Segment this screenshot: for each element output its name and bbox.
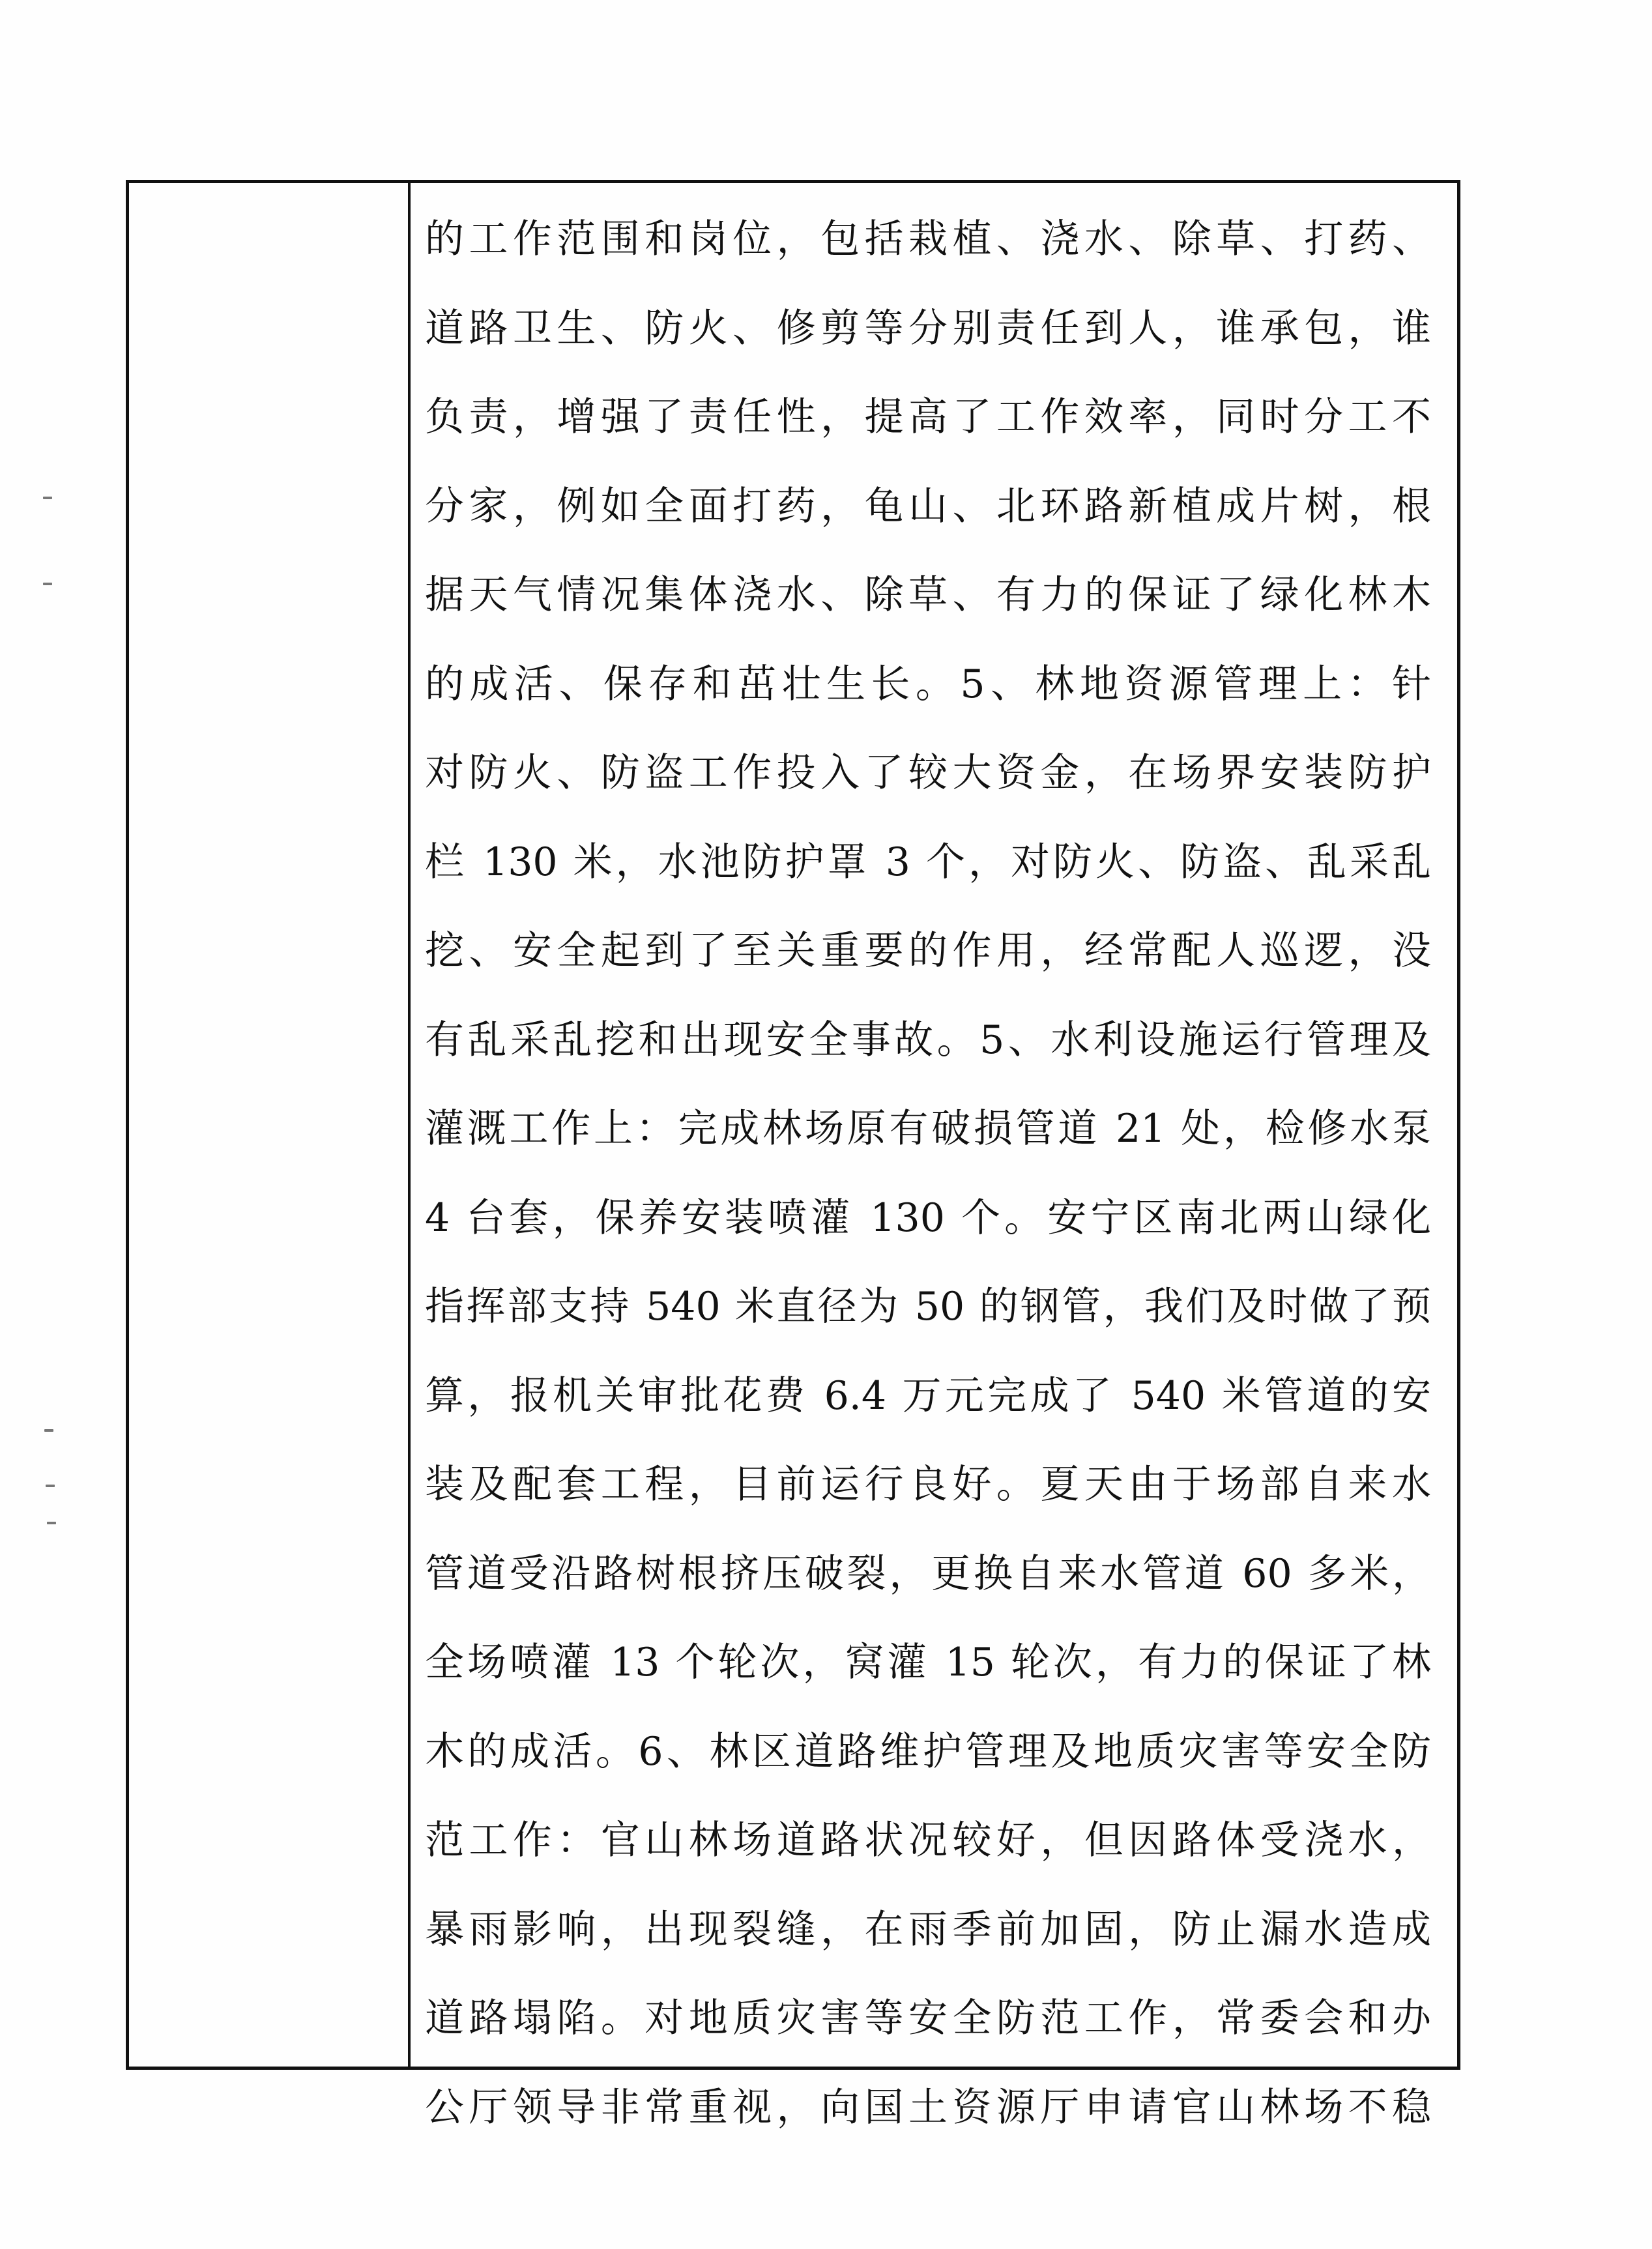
text-line: 暴雨影响，出现裂缝，在雨季前加固，防止漏水造成 <box>425 1906 1431 1952</box>
text-line: 的成活、保存和茁壮生长。5、林地资源管理上：针 <box>425 661 1431 707</box>
text-line: 公厅领导非常重视，向国土资源厅申请官山林场不稳 <box>425 2084 1431 2130</box>
text-line: 范工作：官山林场道路状况较好，但因路体受浇水， <box>425 1818 1431 1863</box>
text-line: 道路塌陷。对地质灾害等安全防范工作，常委会和办 <box>425 1995 1431 2041</box>
text-line: 灌溉工作上：完成林场原有破损管道 21 处，检修水泵 <box>425 1106 1431 1152</box>
text-line: 负责，增强了责任性，提高了工作效率，同时分工不 <box>425 394 1431 440</box>
text-line: 装及配套工程，目前运行良好。夏天由于场部自来水 <box>425 1462 1431 1507</box>
text-line: 木的成活。6、林区道路维护管理及地质灾害等安全防 <box>425 1728 1431 1775</box>
text-line: 有乱采乱挖和出现安全事故。5、水利设施运行管理及 <box>425 1017 1431 1063</box>
text-line: 挖、安全起到了至关重要的作用，经常配人巡逻，没 <box>425 928 1431 974</box>
text-line: 管道受沿路树根挤压破裂，更换自来水管道 60 多米， <box>425 1550 1431 1597</box>
text-line: 据天气情况集体浇水、除草、有力的保证了绿化林木 <box>425 572 1431 618</box>
scan-speck <box>47 1522 56 1524</box>
text-line: 道路卫生、防火、修剪等分别责任到人，谁承包，谁 <box>425 305 1431 351</box>
text-line: 的工作范围和岗位，包括栽植、浇水、除草、打药、 <box>425 216 1431 262</box>
scan-speck <box>44 1429 53 1432</box>
scan-speck <box>43 583 52 585</box>
text-line: 全场喷灌 13 个轮次，窝灌 15 轮次，有力的保证了林 <box>425 1640 1431 1685</box>
text-line: 4 台套，保养安装喷灌 130 个。安宁区南北两山绿化 <box>425 1195 1431 1241</box>
scan-speck <box>46 1485 55 1487</box>
text-line: 分家，例如全面打药，龟山、北环路新植成片树，根 <box>425 483 1431 529</box>
text-line: 栏 130 米，水池防护罩 3 个，对防火、防盗、乱采乱 <box>425 839 1431 885</box>
label-cell <box>129 183 408 2067</box>
text-line: 指挥部支持 540 米直径为 50 的钢管，我们及时做了预 <box>425 1284 1431 1329</box>
text-line: 对防火、防盗工作投入了较大资金，在场界安装防护 <box>425 750 1431 796</box>
form-table <box>126 180 1460 2130</box>
scan-speck <box>43 497 52 499</box>
text-line: 算，报机关审批花费 6.4 万元完成了 540 米管道的安 <box>425 1372 1431 1419</box>
content-cell <box>411 183 1457 2130</box>
